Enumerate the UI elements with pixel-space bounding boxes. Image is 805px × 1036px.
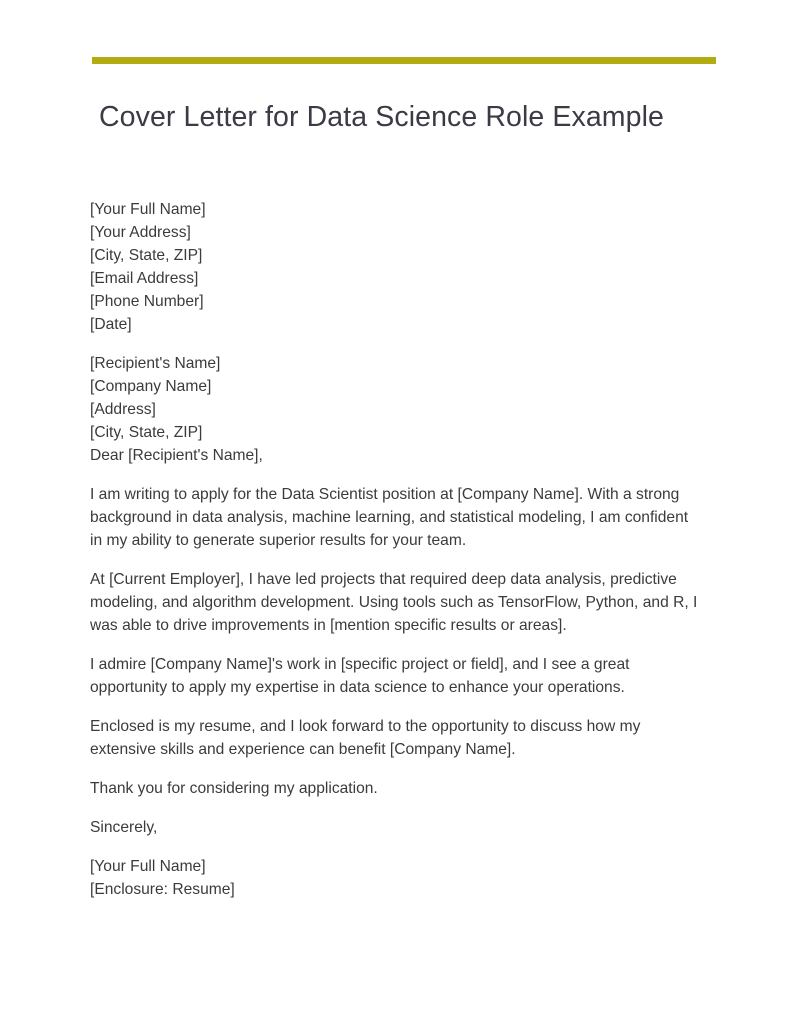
page-title: Cover Letter for Data Science Role Example <box>99 101 664 133</box>
recipient-company: [Company Name] <box>90 378 212 395</box>
signature-name: [Your Full Name] <box>90 858 206 875</box>
letter-date: [Date] <box>90 316 132 333</box>
closing: Sincerely, <box>90 819 158 836</box>
enclosure-note: [Enclosure: Resume] <box>90 881 235 898</box>
sender-name: [Your Full Name] <box>90 201 206 218</box>
sender-city-state-zip: [City, State, ZIP] <box>90 247 203 264</box>
sender-address-block <box>90 198 700 336</box>
body-paragraph-enclosure: Enclosed is my resume, and I look forward to the opportunity to discuss how my extensive skills and experience can benefit [Company Name]. <box>90 718 641 758</box>
sender-email: [Email Address] <box>90 270 199 287</box>
recipient-name: [Recipient's Name] <box>90 355 221 372</box>
body-paragraph-thanks: Thank you for considering my application. <box>90 780 378 797</box>
body-paragraph-intro: I am writing to apply for the Data Scientist position at [Company Name]. With a strong background in data analysis, machine learning, and statistical modeling, I am confident in my ability to generate superior results for your team. <box>90 486 689 549</box>
recipient-city-state-zip: [City, State, ZIP] <box>90 424 203 441</box>
letter-body <box>90 198 700 917</box>
accent-rule <box>92 57 716 64</box>
salutation: Dear [Recipient's Name], <box>90 447 263 464</box>
recipient-address-block <box>90 352 700 467</box>
signature-block <box>90 855 700 901</box>
body-paragraph-experience: At [Current Employer], I have led projects that required deep data analysis, predictive modeling, and algorithm development. Using tools such as TensorFlow, Python, and R, I was able to drive improvements in [mention specific results or areas]. <box>90 571 698 634</box>
sender-phone: [Phone Number] <box>90 293 204 310</box>
recipient-address: [Address] <box>90 401 156 418</box>
body-paragraph-motivation: I admire [Company Name]'s work in [specific project or field], and I see a great opportunity to apply my expertise in data science to enhance your operations. <box>90 656 630 696</box>
sender-address: [Your Address] <box>90 224 191 241</box>
